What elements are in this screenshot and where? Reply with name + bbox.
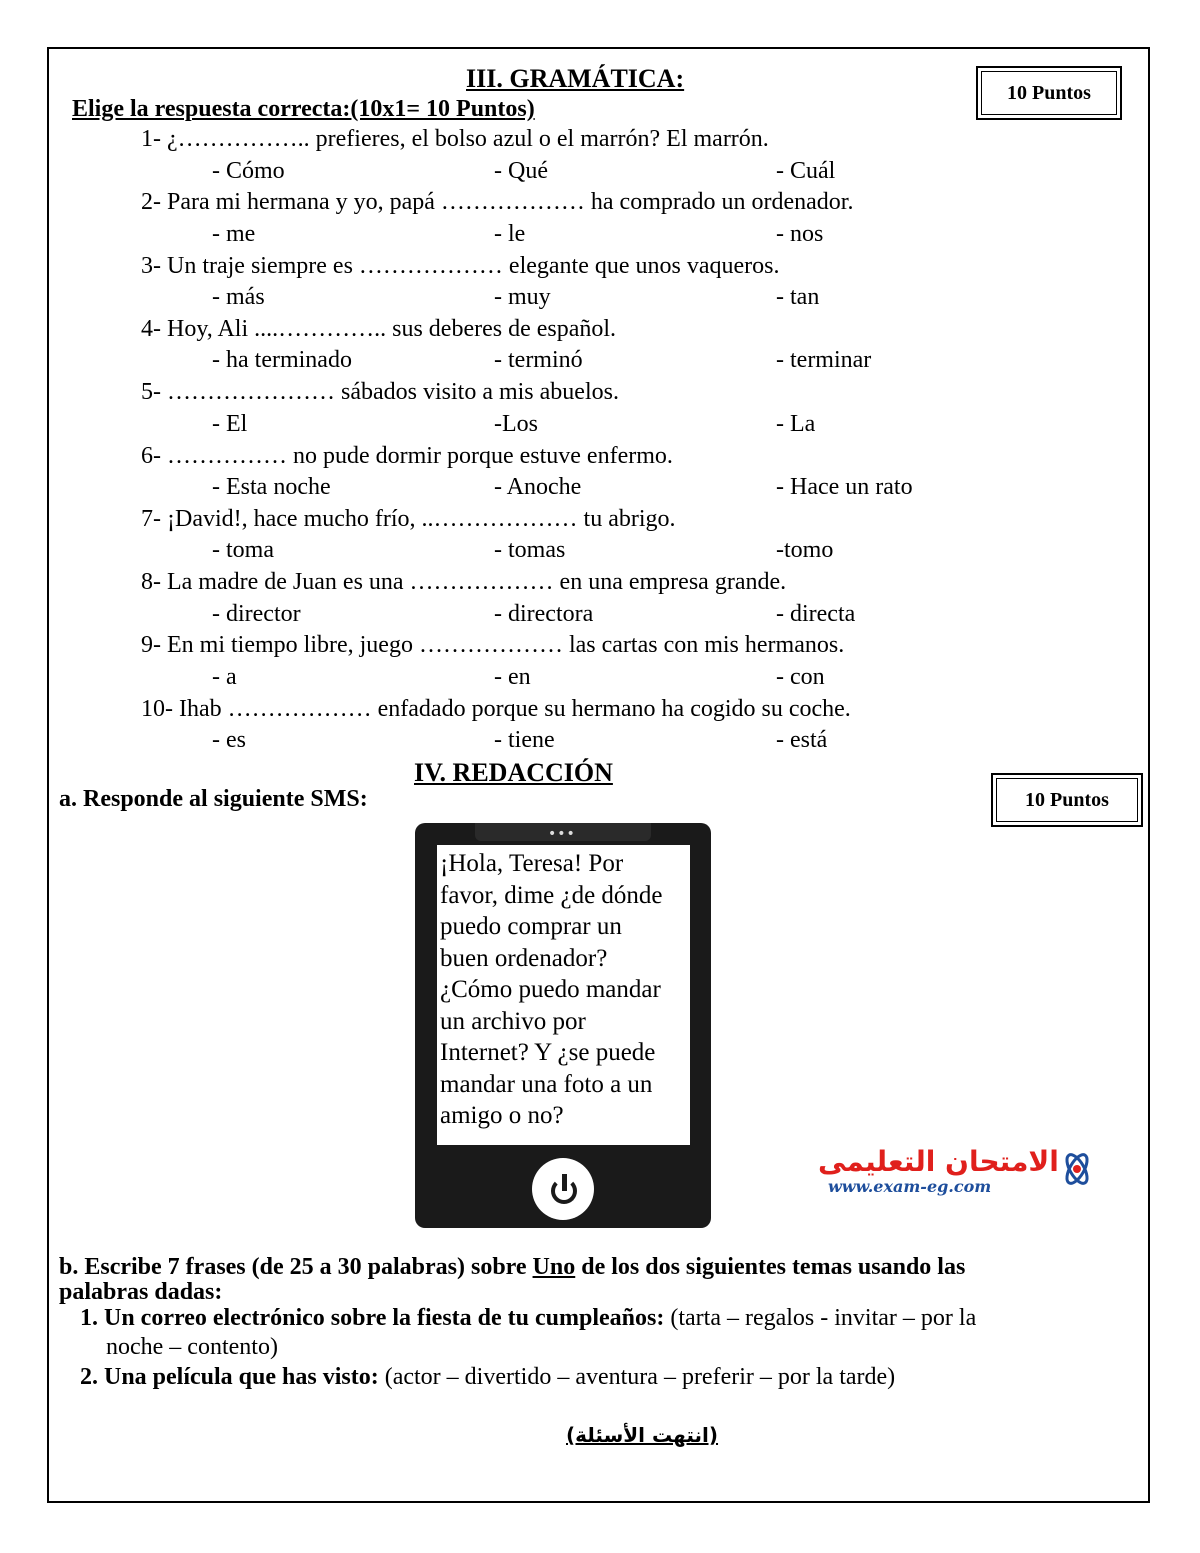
question-7-option-2: - tomas [494, 537, 566, 564]
question-1-option-3: - Cuál [776, 157, 836, 184]
question-8-option-1: - director [212, 600, 301, 627]
sms-line: puedo comprar un [440, 913, 622, 940]
sms-line: ¿Cómo puedo mandar [440, 976, 661, 1003]
grammar-instruction: Elige la respuesta correcta:(10x1= 10 Puntos) [72, 96, 535, 122]
sms-screen [437, 845, 690, 1145]
question-6-option-2: - Anoche [494, 474, 582, 500]
phone-dots-icon: ••• [548, 826, 576, 842]
question-3: 3- Un traje siempre es ……………… elegante que unos vaqueros. [141, 252, 780, 279]
question-4-option-3: - terminar [776, 347, 872, 374]
topic-1-words: (tarta – regalos - invitar – por la [664, 1305, 977, 1331]
question-3-option-2: - muy [494, 284, 551, 311]
topic-2 [80, 1363, 895, 1392]
question-4-option-2: - terminó [494, 347, 583, 374]
logo-arabic-text: الامتحان التعليمى [818, 1145, 1059, 1178]
question-7-option-3: -tomo [776, 537, 834, 564]
question-8-option-3: - directa [776, 600, 856, 627]
end-of-questions: (انتهت الأسئلة) [566, 1423, 719, 1447]
question-4-option-1: - ha terminado [212, 347, 352, 374]
part-b-instruction-line2: palabras dadas: [59, 1279, 223, 1305]
topic-1-title: 1. Un correo electrónico sobre la fiesta de tu cumpleaños: [80, 1305, 665, 1331]
part-a-instruction: a. Responde al siguiente SMS: [59, 786, 368, 812]
part-b-text-1: b. Escribe 7 frases (de 25 a 30 palabras) sobre [59, 1254, 533, 1280]
topic-1 [80, 1304, 976, 1333]
part-b-uno: Uno [532, 1254, 576, 1280]
phone-image [415, 823, 711, 1228]
question-3-option-3: - tan [776, 284, 820, 311]
question-9: 9- En mi tiempo libre, juego ……………… las cartas con mis hermanos. [141, 632, 845, 659]
question-5-option-3: - La [776, 410, 816, 437]
sms-line: ¡Hola, Teresa! Por [440, 850, 624, 877]
topic-2-title: 2. Una película que has visto: [80, 1364, 379, 1390]
question-5-option-1: - El [212, 410, 248, 437]
sms-line: mandar una foto a un [440, 1070, 653, 1098]
exam-eg-logo [818, 1145, 1098, 1200]
section-3-points-box [976, 66, 1122, 120]
section-4-title: IV. REDACCIÓN [414, 758, 613, 787]
power-button-icon [532, 1158, 594, 1220]
question-1-option-2: - Qué [494, 157, 548, 184]
question-4: 4- Hoy, Ali ....………….. sus deberes de español. [141, 315, 617, 342]
sms-line: favor, dime ¿de dónde [440, 881, 663, 909]
question-3-option-1: - más [212, 284, 265, 311]
question-8: 8- La madre de Juan es una ……………… en una empresa grande. [141, 569, 787, 596]
section-4-points-box [991, 773, 1143, 827]
part-b-text-2: de los dos siguientes temas usando las [575, 1254, 966, 1280]
question-10-option-2: - tiene [494, 727, 555, 754]
question-6-option-3: - Hace un rato [776, 474, 913, 500]
question-8-option-2: - directora [494, 600, 594, 627]
question-2-option-3: - nos [776, 220, 824, 247]
question-7: 7- ¡David!, hace mucho frío, ..……………… tu abrigo. [141, 505, 676, 532]
logo-url: www.exam-eg.com [828, 1177, 992, 1196]
topic-1-continued: noche – contento) [106, 1334, 278, 1360]
question-1: 1- ¿…………….. prefieres, el bolso azul o el marrón? El marrón. [141, 126, 769, 152]
sms-line: buen ordenador? [440, 944, 608, 972]
question-2-option-1: - me [212, 220, 256, 247]
question-2-option-2: - le [494, 220, 526, 247]
question-6: 6- …………… no pude dormir porque estuve enfermo. [141, 442, 673, 469]
topic-2-words: (actor – divertido – aventura – preferir – por la tarde) [378, 1364, 896, 1390]
sms-line: amigo o no? [440, 1102, 564, 1129]
question-10: 10- Ihab ……………… enfadado porque su hermano ha cogido su coche. [141, 695, 851, 722]
question-9-option-1: - a [212, 663, 237, 690]
question-9-option-3: - con [776, 663, 825, 690]
section-3-title: III. GRAMÁTICA: [466, 64, 685, 93]
question-10-option-3: - está [776, 727, 828, 754]
question-7-option-1: - toma [212, 537, 274, 564]
question-10-option-1: - es [212, 727, 246, 754]
section-3-points: 10 Puntos [1007, 81, 1091, 104]
question-5-option-2: -Los [494, 410, 538, 437]
question-6-option-1: - Esta noche [212, 474, 331, 500]
sms-line: Internet? Y ¿se puede [440, 1039, 656, 1066]
question-5: 5- ………………… sábados visito a mis abuelos. [141, 379, 619, 406]
question-1-option-1: - Cómo [212, 157, 285, 184]
section-4-points: 10 Puntos [1025, 788, 1109, 811]
question-2: 2- Para mi hermana y yo, papá ……………… ha comprado un ordenador. [141, 189, 854, 216]
sms-message [440, 848, 688, 1132]
sms-line: un archivo por [440, 1007, 586, 1035]
question-9-option-2: - en [494, 663, 531, 690]
atom-icon [1058, 1147, 1096, 1191]
